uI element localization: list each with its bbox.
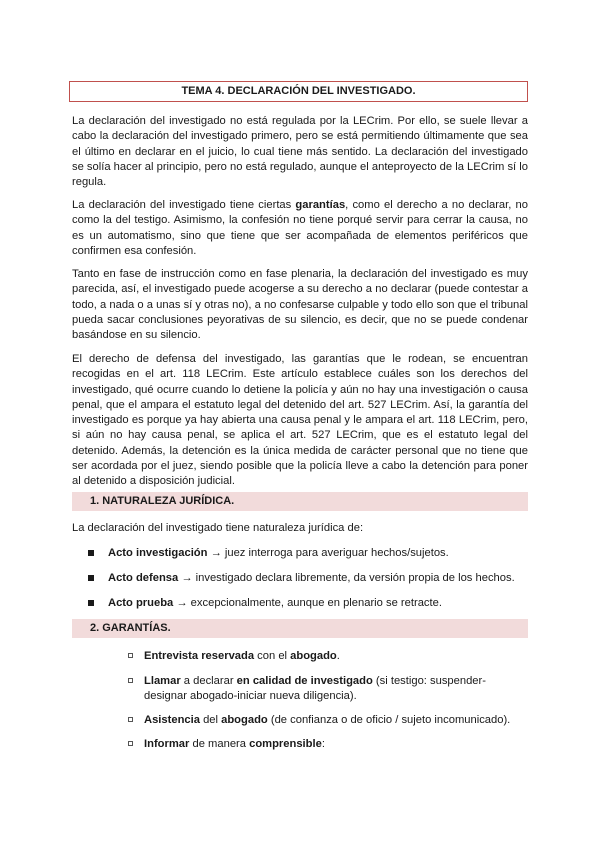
square-bullet-icon [88, 600, 94, 606]
section-intro: La declaración del investigado tiene naturaleza jurídica de: [72, 522, 364, 534]
list-item-bold: Entrevista reservada [144, 650, 255, 662]
square-bullet-icon [88, 550, 94, 556]
page-title: TEMA 4. DECLARACIÓN DEL INVESTIGADO. [69, 81, 528, 102]
paragraph-intro: La declaración del investigado no está regulada por la LECrim. Por ello, se suele llevar a cabo la declaración del investigado primero, pero se está permitiendo últimamente que sea el último en declarar en el juicio, lo cual tiene más sentido. La declaración del investigado se solía hacer al principio, pero no está regulado, aunque el anteproyecto de la LECrim sí lo regula. [72, 115, 528, 189]
list-item-bold: Asistencia [144, 714, 200, 726]
list-item-bold: abogado [221, 714, 268, 726]
paragraph-text: La declaración del investigado tiene ciertas [72, 199, 296, 211]
list-item-bold: Llamar [144, 675, 181, 687]
list-item-bold: Acto investigación [108, 547, 208, 559]
list-item-bold: abogado [290, 650, 337, 662]
list-item-text: de manera [189, 738, 250, 750]
list-item-bold: en calidad de investigado [236, 675, 373, 687]
paragraph-garantias [72, 198, 528, 259]
paragraph-derecho-defensa: El derecho de defensa del investigado, las garantías que le rodean, se encuentran recogidas en el art. 118 LECrim. Este artículo establece cuáles son los derechos del investigado, qué ocurre cuando lo detiene la policía y aún no hay una investigación o causa penal, que el ampara el estatuto legal del detenido del art. 527 LECrim. Así, la garantía del investigado es porque ya hay abierta una causa penal y le ampara el art. 118 LECrim, pero, si aún no hay causa penal, se aplica el art. 527 LECrim, que es el estatuto legal del detenido. Además, la detención es la única medida de carácter personal que no tiene que ser acordada por el juez, siendo posible que la policía lleve a cabo la detención para poner al detenido a disposición judicial. [72, 353, 528, 488]
list-item-text: con el [254, 650, 291, 662]
list-item-text: : [321, 738, 325, 750]
list-item-text: → investigado declara libremente, da versión propia de los hechos. [178, 572, 515, 584]
list-item-text: . [336, 650, 340, 662]
list-item-text: a declarar [180, 675, 237, 687]
paragraph-fases: Tanto en fase de instrucción como en fase plenaria, la declaración del investigado es muy parecida, así, el investigado puede acogerse a su derecho a no declarar (puede contestar a todo, a nada o a unas sí y otras no), a no confesarse culpable y todo ello son que el tribunal pueda sacar conclusiones peyorativas de su silencio, es decir, que no se puede condenar basándose en su silencio. [72, 268, 528, 342]
section-heading-garantias: 2. GARANTÍAS. [72, 619, 528, 638]
section-heading-naturaleza: 1. NATURALEZA JURÍDICA. [72, 492, 528, 511]
hollow-square-bullet-icon [128, 741, 133, 746]
list-item-text: → juez interroga para averiguar hechos/sujetos. [207, 547, 449, 559]
list-item-bold: comprensible [249, 738, 322, 750]
list-item-text: → excepcionalmente, aunque en plenario se retracte. [173, 597, 442, 609]
list-item-bold: Acto prueba [108, 597, 174, 609]
paragraph-bold-text: garantías [295, 199, 346, 211]
list-item-bold: Informar [144, 738, 190, 750]
paragraph-text: , como el derecho a no declarar, no como la del testigo. Asimismo, la confesión no tiene porqué servir para cerrar la causa, no es un automatismo, sino que tiene que ser acompañada de elementos periféricos que confirmen esa confesión. [72, 199, 528, 257]
list-item-bold: Acto defensa [108, 572, 179, 584]
list-item-text: (si testigo: suspender-designar abogado-iniciar nueva diligencia). [144, 675, 486, 702]
square-bullet-icon [88, 575, 94, 581]
hollow-square-bullet-icon [128, 717, 133, 722]
list-item-text: (de confianza o de oficio / sujeto incomunicado). [267, 714, 511, 726]
hollow-square-bullet-icon [128, 678, 133, 683]
hollow-square-bullet-icon [128, 653, 133, 658]
list-item-text: del [199, 714, 222, 726]
